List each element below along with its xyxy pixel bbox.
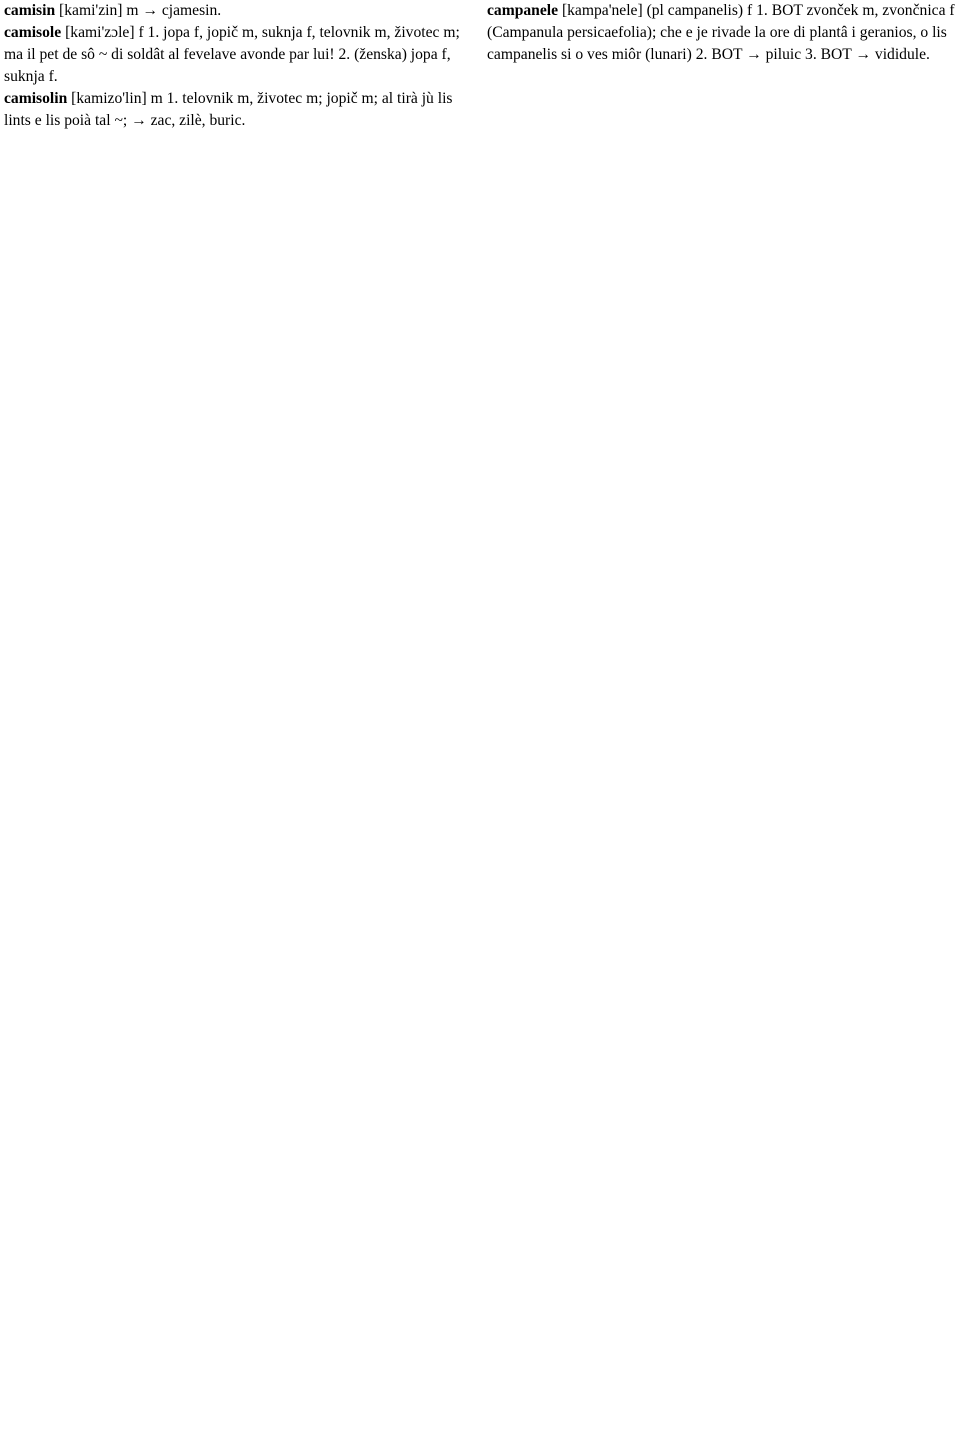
dictionary-entry	[4, 22, 473, 88]
dictionary-entry	[4, 88, 473, 132]
entry-text: [kamizo'lin] m 1. telovnik m, životec m; jopič m; al tirà jù lis lints e lis poià tal ~; → zac, zilè, buric.	[4, 90, 453, 129]
entry-text: [kami'zɔle] f 1. jopa f, jopič m, suknja f, telovnik m, životec m; ma il pet de sô ~ di soldât al fevelave avonde par lui! 2. (ženska) jopa f, suknja f.	[4, 24, 460, 85]
right-column	[487, 0, 956, 1442]
entry-text: [kampa'nele] (pl campanelis) f 1. BOT zvonček m, zvončnica f (Campanula persicaefolia); che e je rivade la ore di plantâ i geranios, o lis campanelis si o ves miôr (lunari) 2. BOT → piluic 3. BOT → vididule.	[487, 2, 955, 63]
left-column	[4, 0, 473, 1442]
entry-text: [kami'zin] m → cjamesin.	[59, 2, 222, 19]
dictionary-entry	[487, 0, 956, 66]
dictionary-entry	[4, 0, 473, 22]
headword: campanele	[487, 2, 559, 19]
headword: camisin	[4, 2, 56, 19]
headword: camisole	[4, 24, 62, 41]
headword: camisolin	[4, 90, 68, 107]
